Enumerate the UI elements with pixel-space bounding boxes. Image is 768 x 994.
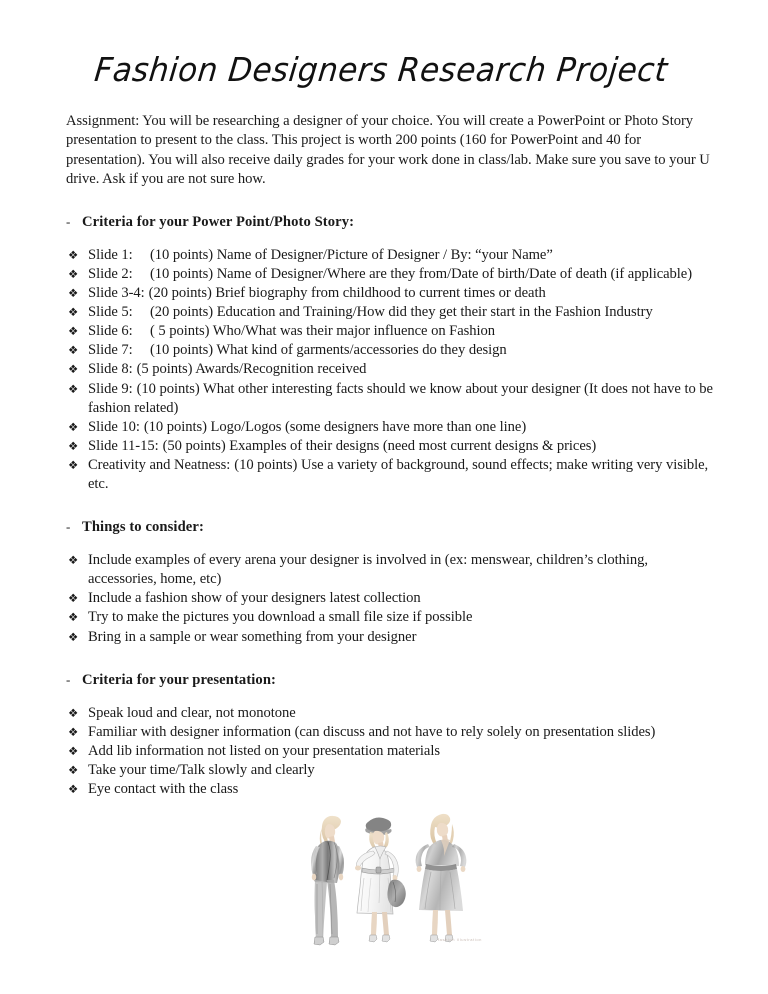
list-item-content — [88, 246, 720, 265]
list-item-text: Bring in a sample or wear something from your designer — [88, 628, 417, 645]
list-item-label: Creativity and Neatness: — [88, 456, 231, 473]
diamond-bullet-icon: ❖ — [68, 438, 79, 453]
section-heading-things-to-consider — [66, 517, 720, 537]
list-item — [66, 265, 720, 284]
figure-center — [355, 818, 406, 942]
list-item — [66, 608, 720, 627]
diamond-bullet-icon: ❖ — [68, 762, 79, 777]
diamond-bullet-icon: ❖ — [68, 247, 79, 262]
list-item — [66, 341, 720, 360]
list-item — [66, 628, 720, 647]
diamond-bullet-icon: ❖ — [68, 457, 79, 472]
dash-marker-icon: - — [66, 213, 71, 229]
list-item — [66, 723, 720, 742]
list-item-label: Slide 1: — [88, 246, 133, 263]
list-item-label: Slide 3-4: — [88, 285, 145, 302]
list-item — [66, 704, 720, 723]
list-item-content — [88, 360, 720, 379]
diamond-bullet-icon: ❖ — [68, 362, 79, 377]
section-heading-criteria-powerpoint — [66, 212, 720, 232]
list-item-text: ( 5 points) Who/What was their major influence on Fashion — [150, 323, 496, 340]
list-item-text: (10 points) Name of Designer/Where are they from/Date of birth/Date of death (if applicable) — [150, 266, 693, 282]
list-item-text: Include examples of every arena your designer is involved in (ex: menswear, children’s clothing, accessories, home, etc) — [88, 552, 648, 588]
list-item-text: (20 points) Education and Training/How did they get their start in the Fashion Industry — [150, 304, 653, 321]
list-item-content — [88, 456, 720, 494]
diamond-bullet-icon: ❖ — [68, 629, 79, 644]
diamond-bullet-icon: ❖ — [68, 343, 79, 358]
list-item-label: Slide 9: — [88, 380, 133, 397]
list-item-label: Slide 7: — [88, 342, 133, 359]
list-item — [66, 418, 720, 437]
section-heading-criteria-presentation — [66, 670, 720, 690]
diamond-bullet-icon: ❖ — [68, 381, 79, 396]
list-item-label: Slide 6: — [88, 323, 133, 340]
list-item — [66, 761, 720, 780]
fashion-sketch-illustration — [288, 806, 484, 950]
list-item — [66, 360, 720, 379]
fashion-sketch-svg — [288, 806, 484, 950]
list-item — [66, 551, 720, 589]
list-item — [66, 589, 720, 608]
list-item-text: Speak loud and clear, not monotone — [88, 704, 296, 721]
section-heading-label: Criteria for your Power Point/Photo Story: — [82, 213, 355, 230]
diamond-bullet-icon: ❖ — [68, 286, 79, 301]
list-item-content — [88, 380, 720, 418]
diamond-bullet-icon: ❖ — [68, 724, 79, 739]
diamond-bullet-icon: ❖ — [68, 705, 79, 720]
dash-marker-icon: - — [66, 519, 71, 535]
list-item — [66, 437, 720, 456]
criteria-presentation-list — [66, 704, 720, 799]
diamond-bullet-icon: ❖ — [68, 267, 79, 281]
figure-right — [416, 814, 467, 942]
list-item-content — [88, 303, 720, 322]
list-item — [66, 303, 720, 322]
list-item-content — [88, 437, 720, 456]
list-item-text: (10 points) Logo/Logos (some designers have more than one line) — [143, 418, 527, 435]
list-item — [66, 284, 720, 303]
diamond-bullet-icon: ❖ — [68, 781, 79, 796]
list-item-label: Slide 8: — [88, 361, 133, 378]
list-item-text: Familiar with designer information (can discuss and not have to rely solely on presentation slides) — [88, 723, 656, 740]
list-item-text: (10 points) Use a variety of background, sound effects; make writing very visible, etc. — [88, 456, 709, 493]
list-item-label: Slide 11-15: — [88, 437, 159, 454]
document-body — [0, 112, 768, 799]
list-item-text: (10 points) What kind of garments/accessories do they design — [150, 342, 507, 359]
list-item-text: (10 points) What other interesting facts should we know about your designer (It does not have to be fashion related) — [88, 380, 713, 416]
list-item-content — [88, 341, 720, 360]
list-item-text: (20 points) Brief biography from childhood to current times or death — [148, 285, 546, 302]
list-item-text: Eye contact with the class — [88, 780, 239, 797]
diamond-bullet-icon: ❖ — [68, 610, 79, 625]
criteria-powerpoint-list — [66, 246, 720, 494]
diamond-bullet-icon: ❖ — [68, 743, 79, 758]
list-item-content — [88, 284, 720, 303]
list-item-text: (10 points) Name of Designer/Picture of Designer / By: “your Name” — [150, 246, 553, 263]
list-item — [66, 456, 720, 494]
things-to-consider-list — [66, 551, 720, 646]
page-title: Fashion Designers Research Project — [92, 51, 670, 90]
list-item — [66, 780, 720, 799]
list-item-content — [88, 265, 720, 284]
section-heading-label: Things to consider: — [82, 519, 204, 536]
diamond-bullet-icon: ❖ — [68, 591, 79, 606]
list-item — [66, 322, 720, 341]
diamond-bullet-icon: ❖ — [68, 305, 79, 320]
list-item-label: Slide 10: — [88, 418, 140, 435]
list-item-text: (50 points) Examples of their designs (need most current designs & prices) — [162, 437, 597, 454]
list-item-label: Slide 5: — [88, 304, 133, 321]
assignment-paragraph: Assignment: You will be researching a designer of your choice. You will create a PowerPoint or Photo Story presentation to present to the class. This project is worth 200 points (160 for PowerPoint and 40 for presentation). You will also receive daily grades for your work done in class/lab. Make sure you save to your U drive. Ask if you are not sure how. — [66, 113, 710, 187]
dash-marker-icon: - — [66, 671, 71, 687]
list-item-text: (5 points) Awards/Recognition received — [136, 361, 367, 378]
list-item-text: Add lib information not listed on your presentation materials — [88, 742, 440, 759]
list-item-text: Take your time/Talk slowly and clearly — [88, 761, 315, 778]
section-heading-label: Criteria for your presentation: — [82, 671, 277, 688]
diamond-bullet-icon: ❖ — [68, 419, 79, 434]
list-item — [66, 742, 720, 761]
list-item-content — [88, 322, 720, 341]
list-item-text: Include a fashion show of your designers latest collection — [88, 590, 421, 607]
list-item-content — [88, 418, 720, 437]
diamond-bullet-icon: ❖ — [68, 324, 79, 339]
figure-left — [311, 816, 344, 945]
list-item — [66, 380, 720, 418]
diamond-bullet-icon: ❖ — [68, 553, 79, 568]
illustration-signature: fashion illustration — [437, 937, 482, 942]
list-item-text: Try to make the pictures you download a small file size if possible — [88, 609, 473, 626]
list-item-label: Slide 2: — [88, 266, 133, 282]
list-item — [66, 246, 720, 265]
